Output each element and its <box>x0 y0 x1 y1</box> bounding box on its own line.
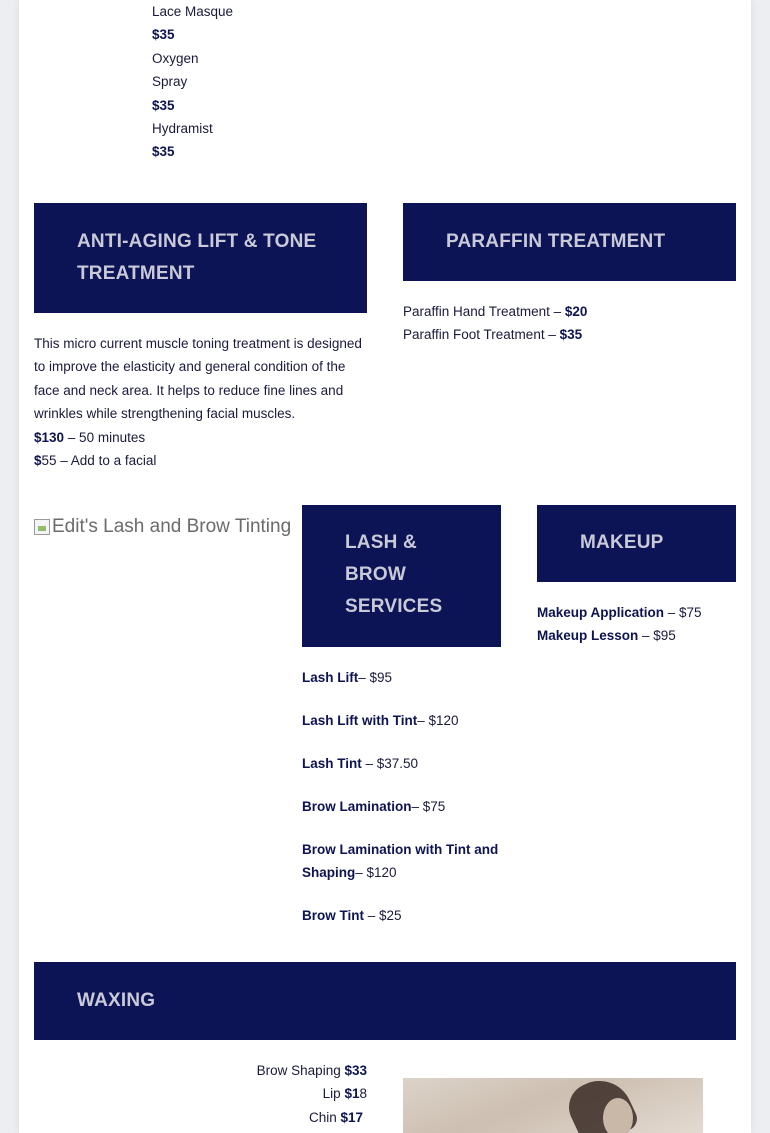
anti-aging-description: This micro current muscle toning treatment is designed to improve the elasticity and general condition of the face and neck area. It helps to reduce fine lines and wrinkles while strengthening facial muscles. $130 – 50 minutes $55 – Add to a facial <box>34 332 364 472</box>
lash-brow-header: LASH & BROW SERVICES <box>302 505 501 647</box>
list-item: Brow Lamination– $75 <box>302 799 446 814</box>
makeup-header: MAKEUP <box>537 505 736 582</box>
anti-aging-price-full: $130 – 50 minutes <box>34 429 146 445</box>
list-item: Brow Lamination with Tint and Shaping– $120 <box>302 842 499 880</box>
waxing-photo <box>403 1078 703 1133</box>
list-item: Lash Lift with Tint– $120 <box>302 713 459 728</box>
lash-brow-image: Edit's Lash and Brow Tinting <box>34 516 291 538</box>
waxing-list <box>34 1059 367 1129</box>
list-item: Oxygen Spray <box>152 50 199 90</box>
anti-aging-price-addon: $55 – Add to a facial <box>34 453 157 469</box>
list-item: Paraffin Foot Treatment – $35 <box>403 327 583 343</box>
broken-image-icon <box>34 519 50 535</box>
top-service-list <box>152 0 242 164</box>
list-item: Chin $17 <box>308 1109 363 1125</box>
waxing-header: WAXING <box>34 962 736 1040</box>
list-item-price: $35 <box>152 97 175 113</box>
paraffin-header: PARAFFIN TREATMENT <box>403 203 736 281</box>
list-item: Makeup Application – $75 <box>537 605 702 620</box>
list-item: Paraffin Hand Treatment – $20 <box>403 304 588 319</box>
list-item: Brow Tint – $25 <box>302 908 402 923</box>
photo-leg-shape <box>603 1098 633 1133</box>
list-item: Lash Tint – $37.50 <box>302 756 419 771</box>
list-item-price: $35 <box>152 27 175 43</box>
list-item: Brow Shaping $33 <box>256 1063 367 1078</box>
anti-aging-header: ANTI-AGING LIFT & TONE TREATMENT <box>34 203 367 313</box>
page <box>19 0 751 1133</box>
list-item: Lip $18 <box>322 1086 367 1102</box>
list-item: Lash Lift– $95 <box>302 670 393 685</box>
makeup-list <box>537 601 737 647</box>
paraffin-list <box>403 300 733 347</box>
list-item-price: $35 <box>152 144 175 160</box>
lash-brow-list <box>302 666 502 927</box>
list-item: Makeup Lesson – $95 <box>537 628 676 643</box>
list-item: Lace Masque <box>152 4 234 19</box>
list-item: Hydramist <box>152 121 213 137</box>
